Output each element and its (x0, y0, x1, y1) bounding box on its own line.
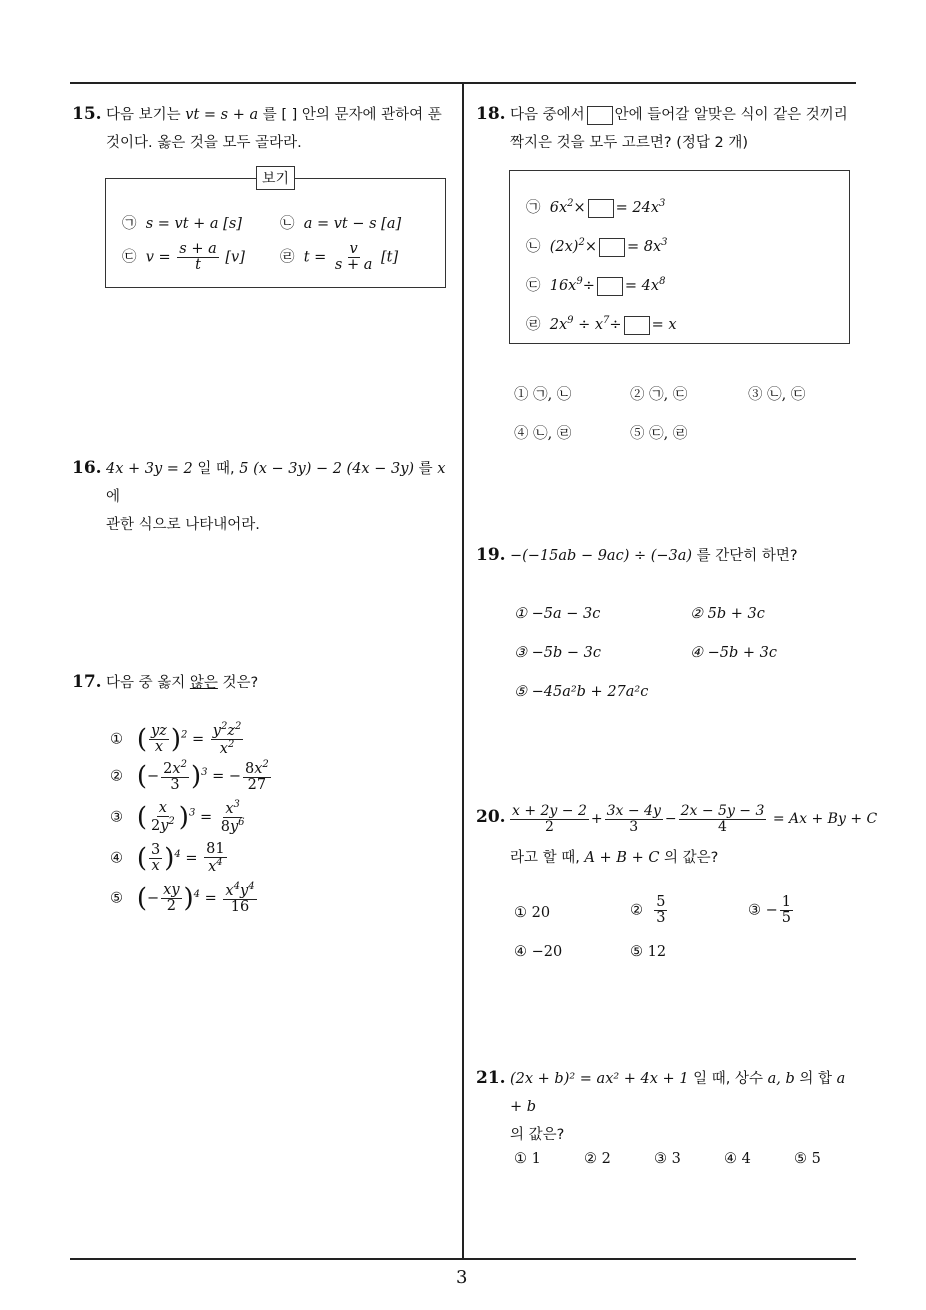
q21-option-2[interactable]: ② 2 (584, 1151, 611, 1167)
q18-item-4-mark: ㉣ (526, 317, 541, 333)
q18-item-2 (526, 235, 668, 257)
q18-option-1[interactable]: ① ㉠, ㉡ (514, 387, 572, 403)
q16-var: x (437, 461, 446, 477)
q15-number: 15. (72, 104, 102, 124)
q17-option-5-mark: ⑤ (110, 890, 123, 907)
q20-line2-expr: A + B + C (584, 850, 660, 866)
q18-item-3 (526, 274, 665, 296)
q16-text-b: 를 (418, 461, 433, 477)
q18-item-2-post: = 8x (626, 239, 662, 255)
q15-stem (106, 101, 456, 157)
q17-option-3-mark: ③ (110, 809, 123, 826)
q20-option-2[interactable] (630, 895, 669, 926)
q15-item-3-lhs: v = (145, 249, 171, 266)
q15-item-4-num: v (349, 241, 358, 257)
q18-item-1-pre-sup: 2 (567, 198, 574, 210)
q20-f1-den: 2 (544, 818, 554, 835)
q17-text-a: 다음 중 옳지 (106, 675, 186, 691)
q20-option-3-num: 1 (781, 894, 791, 910)
q20-text-b: 의 값은? (664, 850, 719, 866)
q18-item-1-post: = 24x (615, 200, 660, 216)
q21-vars: a, b (767, 1071, 795, 1087)
q16-text-c: 에 (106, 489, 121, 505)
q18-item-4-mid-sup: 7 (603, 315, 610, 327)
q18-item-2-op: × (584, 239, 597, 255)
q21-option-4[interactable]: ④ 4 (724, 1151, 751, 1167)
q21-sum: a + b (510, 1071, 846, 1115)
q18-text-a: 다음 중에서 (510, 107, 585, 123)
q18-item-2-blank (599, 238, 625, 257)
q18-item-4-pre-sup: 9 (567, 315, 574, 327)
q18-number: 18. (476, 104, 506, 124)
q18-item-1-pre: 6x (549, 200, 568, 216)
q20-f2-num: 3x − 4y (606, 803, 661, 819)
q15-item-1-expr: s = vt + a [s] (145, 216, 242, 232)
q20-rhs: = Ax + By + C (772, 811, 878, 828)
q15-item-2 (280, 212, 401, 233)
q18-item-3-pre: 16x (549, 278, 577, 294)
q15-item-4 (280, 242, 398, 273)
q18-item-1-blank (588, 199, 614, 218)
q21-text-line2: 의 값은? (510, 1127, 565, 1143)
q18-item-4-op: ÷ (609, 317, 622, 333)
q19-number: 19. (476, 545, 506, 565)
q18-item-3-blank (597, 277, 623, 296)
q18-item-1 (526, 196, 665, 218)
q21-text-a: 일 때, 상수 (693, 1071, 764, 1087)
q18-item-3-op: ÷ (582, 278, 595, 294)
q21-option-3[interactable]: ③ 3 (654, 1151, 681, 1167)
q18-item-2-pre-sup: 2 (578, 237, 585, 249)
q21-expr: (2x + b)² = ax² + 4x + 1 (510, 1071, 689, 1087)
q15-item-1 (122, 212, 242, 233)
q20-text-a: 라고 할 때, (510, 850, 580, 866)
q18-item-3-pre-sup: 9 (576, 276, 583, 288)
q18-stem (510, 101, 860, 157)
q18-item-2-post-sup: 3 (661, 237, 668, 249)
q18-option-3[interactable]: ③ ㉡, ㉢ (748, 387, 806, 403)
q15-equation: vt = s + a (185, 107, 259, 123)
q20-f1-num: x + 2y − 2 (512, 803, 587, 819)
q17-option-5: ⑤ (− $\frac{xy}{2}$ )$^4$ = $\frac{x^4y^4}{16}$ (110, 881, 255, 916)
q19-text: 를 간단히 하면? (696, 548, 798, 564)
q15-item-3-den: t (195, 257, 201, 274)
q18-item-1-post-sup: 3 (659, 198, 666, 210)
q18-item-1-mark: ㉠ (526, 200, 541, 216)
q18-item-4 (526, 313, 677, 335)
q17-text-b: 것은? (222, 675, 259, 691)
q18-item-3-post: = 4x (624, 278, 660, 294)
q20-option-3[interactable] (748, 895, 795, 926)
q16-number: 16. (72, 458, 102, 478)
q17-option-2: ② (− $\frac{2x^2}{3}$ )$^3$ = − $\frac{8x^2}{27}$ (110, 759, 269, 794)
q18-item-2-pre: (2x) (549, 239, 579, 255)
q19-expr: −(−15ab − 9ac) ÷ (−3a) (510, 548, 693, 564)
q15-box-title (256, 166, 295, 190)
q17-option-1-mark: ① (110, 731, 123, 748)
bottom-rule (70, 1258, 856, 1260)
page-number: 3 (456, 1267, 468, 1288)
q20-option-5[interactable]: ⑤ 12 (630, 944, 667, 960)
q18-item-4-mid: ÷ x (573, 317, 604, 333)
q15-item-3 (122, 242, 245, 273)
q18-blank-box (587, 106, 613, 125)
q17-option-3: ③ ( $\frac{x}{2y^2}$ )$^3$ = $\frac{x^3}{8y^6}$ (110, 799, 245, 835)
q19-option-2[interactable]: ② 5b + 3c (690, 606, 765, 622)
q18-item-4-post: = x (651, 317, 677, 333)
q17-stem (106, 669, 258, 697)
q21-stem (510, 1065, 862, 1149)
q17-underlined: 않은 (189, 675, 218, 691)
q15-item-3-tail: [v] (225, 249, 245, 266)
q20-option-3-den: 5 (781, 910, 791, 927)
q17-option-1: ① ( $\frac{yz}{x}$ )$^2$ = $\frac{y^2z^2}{x^2}$ (110, 721, 242, 757)
q17-option-4: ④ ( $\frac{3}{x}$ )$^4$ = $\frac{81}{x^4}$ (110, 841, 225, 876)
q21-option-5[interactable]: ⑤ 5 (794, 1151, 821, 1167)
q20-equation: $\frac{x + 2y - 2}{2}$ + $\frac{3x - 4y}{3}$ − $\frac{2x - 5y - 3}{4}$ = Ax + By + C (512, 803, 878, 835)
q18-item-1-op: × (573, 200, 586, 216)
q15-item-4-fraction (333, 242, 374, 273)
q15-text-line2: 것이다. 옳은 것을 모두 골라라. (106, 135, 302, 151)
q18-option-2[interactable]: ② ㉠, ㉢ (630, 387, 688, 403)
q19-option-5[interactable]: ⑤ −45a²b + 27a²c (514, 684, 649, 700)
q15-item-2-expr: a = vt − s [a] (303, 216, 402, 232)
q17-option-4-mark: ④ (110, 850, 123, 867)
q20-f2-den: 3 (629, 818, 639, 835)
q19-option-1[interactable]: ① −5a − 3c (514, 606, 601, 622)
q15-item-3-mark: ㉢ (122, 249, 137, 266)
q20-option-4[interactable]: ④ −20 (514, 944, 563, 960)
q18-option-4[interactable]: ④ ㉡, ㉣ (514, 426, 572, 442)
q18-item-3-mark: ㉢ (526, 278, 541, 294)
q19-option-4[interactable]: ④ −5b + 3c (690, 645, 777, 661)
q20-f3-den: 4 (718, 818, 727, 835)
q18-item-3-post-sup: 8 (659, 276, 666, 288)
q18-item-2-mark: ㉡ (526, 239, 541, 255)
q20-option-3-mark: ③ − (748, 902, 778, 919)
column-divider (462, 83, 464, 1259)
q21-text-b: 의 합 (799, 1071, 833, 1087)
q15-item-4-den: s + a (334, 257, 373, 274)
q16-eq1: 4x + 3y = 2 (106, 461, 193, 477)
q15-item-3-fraction (177, 242, 218, 273)
q15-item-1-mark: ㉠ (122, 216, 137, 232)
q18-text-b: 안에 들어갈 알맞은 식이 같은 것끼리 (614, 107, 848, 123)
q21-number: 21. (476, 1068, 506, 1088)
q15-item-3-num: s + a (179, 241, 217, 257)
q15-item-2-mark: ㉡ (280, 216, 295, 232)
q15-text-b: 를 [ ] 안의 문자에 관하여 푼 (262, 107, 442, 123)
q19-option-3[interactable]: ③ −5b − 3c (514, 645, 601, 661)
q15-item-4-mark: ㉣ (280, 249, 295, 266)
q15-text-a: 다음 보기는 (106, 107, 181, 123)
q18-item-4-blank (624, 316, 650, 335)
q16-text-line2: 관한 식으로 나타내어라. (106, 517, 260, 533)
q18-option-5[interactable]: ⑤ ㉢, ㉣ (630, 426, 688, 442)
q17-option-2-mark: ② (110, 768, 123, 785)
q20-option-2-num: 5 (656, 894, 666, 910)
q18-item-4-pre: 2x (549, 317, 568, 333)
q20-option-2-mark: ② (630, 902, 643, 919)
q16-eq2: 5 (x − 3y) − 2 (4x − 3y) (239, 461, 415, 477)
q20-line2 (510, 844, 718, 872)
q18-text-line2: 짝지은 것을 모두 고르면? (정답 2 개) (510, 135, 748, 151)
q20-f3-num: 2x − 5y − 3 (680, 803, 765, 819)
q15-box-title-text: 보기 (262, 171, 290, 187)
q16-stem (106, 455, 458, 539)
q16-text-a: 일 때, (197, 461, 235, 477)
q15-item-4-lhs: t = (303, 249, 327, 266)
q20-number: 20. (476, 807, 506, 827)
q21-option-1[interactable]: ① 1 (514, 1151, 541, 1167)
q15-item-4-tail: [t] (381, 249, 399, 266)
q20-option-1[interactable]: ① 20 (514, 905, 551, 921)
q17-number: 17. (72, 672, 102, 692)
q20-option-2-den: 3 (656, 910, 666, 927)
q19-stem (510, 542, 798, 570)
